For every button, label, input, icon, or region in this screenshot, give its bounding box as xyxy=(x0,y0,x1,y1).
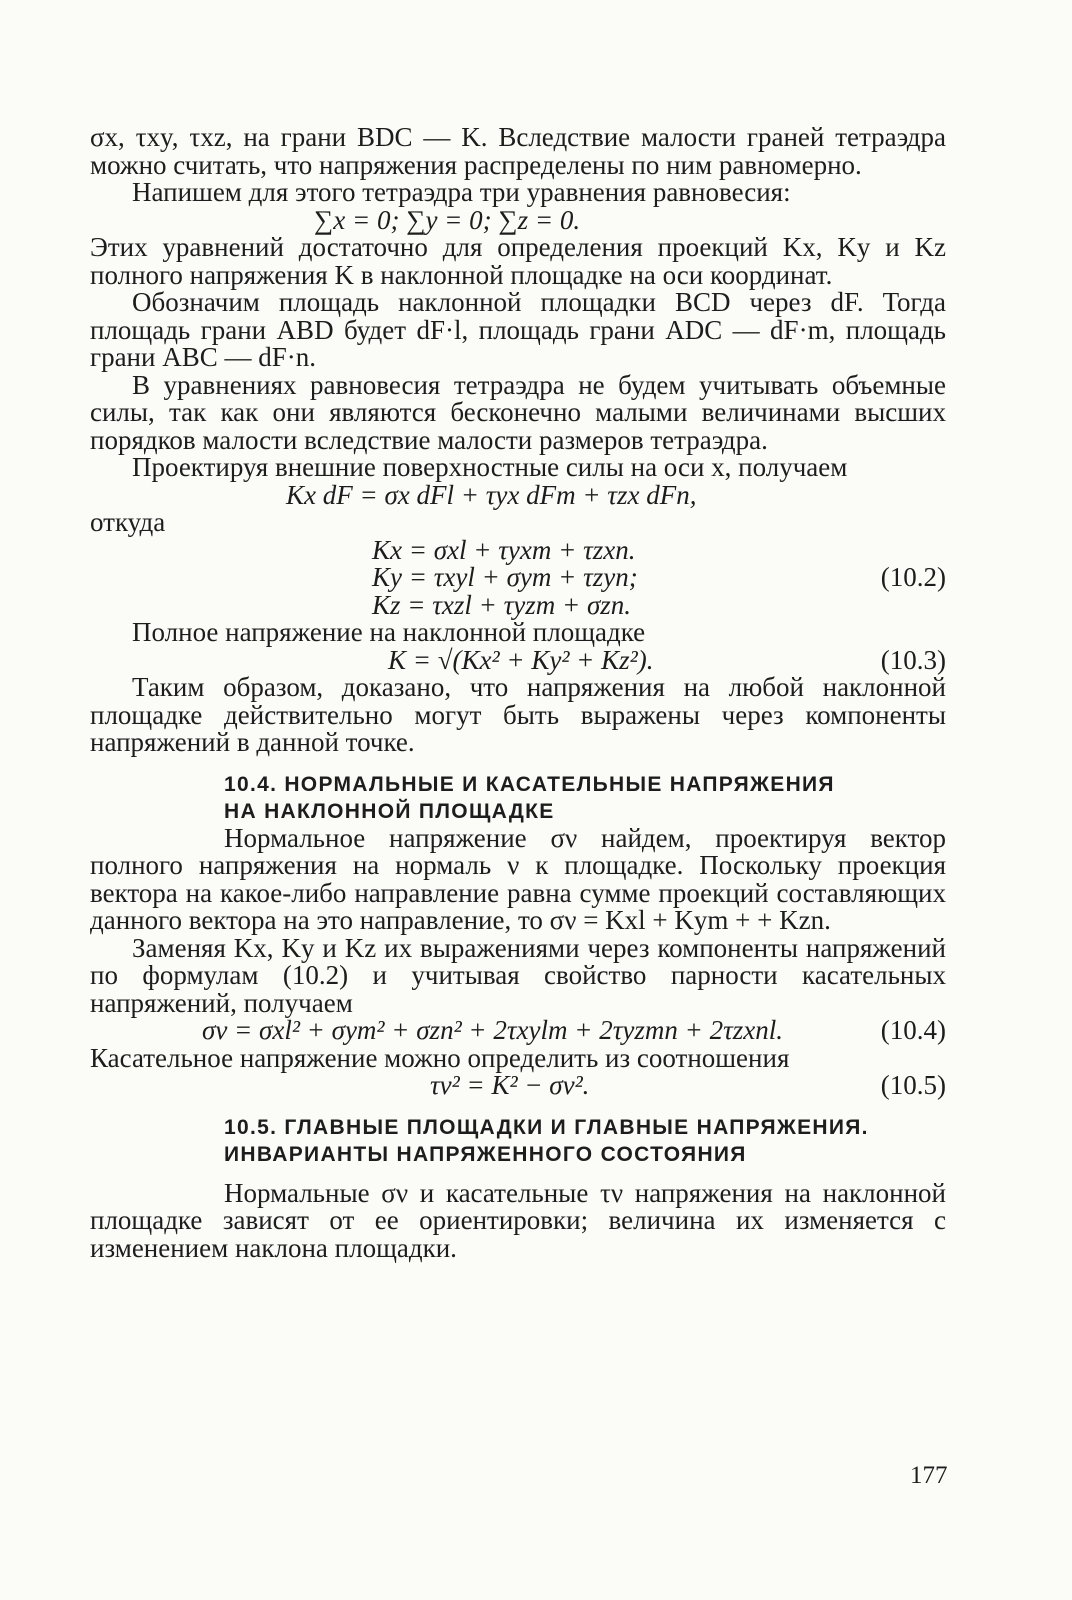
equation-normal-stress xyxy=(90,1017,946,1045)
equation-projection xyxy=(90,479,946,510)
equation-number-10-2: (10.2) xyxy=(880,562,946,592)
equation-sums-formula: ∑x = 0; ∑y = 0; ∑z = 0. xyxy=(314,204,581,235)
equation-ky xyxy=(90,564,946,592)
section-heading-10-4-line-2: НА НАКЛОННОЙ ПЛОЩАДКЕ xyxy=(224,799,555,823)
equation-number-10-3: (10.3) xyxy=(880,644,946,675)
section-heading-10-5-line-1: 10.5. ГЛАВНЫЕ ПЛОЩАДКИ И ГЛАВНЫЕ НАПРЯЖЕНИЯ. xyxy=(224,1115,869,1139)
paragraph-13: Нормальные σν и касательные τν напряжения на наклонной площадке зависят от ее ориентировки; величина их изменяется с изменением наклона площадки. xyxy=(90,1177,946,1263)
paragraph-8: Полное напряжение на наклонной площадке xyxy=(132,617,646,647)
page-text xyxy=(90,124,946,1262)
section-heading-10-5-line-2: ИНВАРИАНТЫ НАПРЯЖЕННОГО СОСТОЯНИЯ xyxy=(224,1142,747,1166)
page-number: 177 xyxy=(910,1462,948,1489)
paragraph-12: Касательное напряжение можно определить из соотношения xyxy=(90,1042,790,1073)
paragraph-5: В уравнениях равновесия тетраэдра не будем учитывать объемные силы, так как они являются бесконечно малыми величинами высших порядков малости вследствие малости размеров тетраэдра. xyxy=(90,369,946,455)
equation-full-stress xyxy=(90,644,946,675)
section-heading-10-4-line-1: 10.4. НОРМАЛЬНЫЕ И КАСАТЕЛЬНЫЕ НАПРЯЖЕНИЯ xyxy=(224,772,835,796)
equation-kz-formula: Kz = τxzl + τyzm + σzn. xyxy=(372,589,632,620)
paragraph-10: Нормальное напряжение σν найдем, проектируя вектор полного напряжения на нормаль ν к площадке. Поскольку проекция вектора на какое-либо направление равна сумме проекций составляющих данного вектора на это направление, то σν = Kxl + Kym + + Kzn. xyxy=(90,822,946,935)
paragraph-4: Обозначим площадь наклонной площадки BCD через dF. Тогда площадь грани ABD будет dF·l, площадь грани ADC — dF·m, площадь грани ABC — dF·n. xyxy=(90,287,946,372)
paragraph-2: Напишем для этого тетраэдра три уравнения равновесия: xyxy=(132,177,791,207)
paragraph-9: Таким образом, доказано, что напряжения на любой наклонной площадке действительно могут быть выражены через компоненты напряжений в данной точке. xyxy=(90,672,946,757)
paragraph-11: Заменяя Kx, Ky и Kz их выражениями через компоненты напряжений по формулам (10.2) и учитывая свойство парности касательных напряжений, получаем xyxy=(90,932,946,1018)
section-heading-10-5 xyxy=(224,1114,946,1168)
equation-normal-stress-formula: σν = σxl² + σym² + σzn² + 2τxylm + 2τyzmn + 2τzxnl. xyxy=(202,1015,784,1045)
paragraph-6: Проектируя внешние поверхностные силы на оси x, получаем xyxy=(132,452,848,482)
equation-full-stress-formula: K = √(Kx² + Ky² + Kz²). xyxy=(388,644,654,675)
paragraph-3: Этих уравнений достаточно для определения проекций Kx, Ky и Kz полного напряжения K в наклонной площадке на оси координат. xyxy=(90,232,946,290)
equation-ky-formula: Ky = τxyl + σym + τzyn; xyxy=(372,562,638,592)
equation-shear-stress xyxy=(90,1072,946,1100)
equation-kx xyxy=(90,534,946,565)
equation-shear-stress-formula: τν² = K² − σν². xyxy=(430,1070,590,1100)
equation-number-10-5: (10.5) xyxy=(880,1070,946,1100)
equation-sums xyxy=(90,204,946,235)
equation-kz xyxy=(90,589,946,620)
equation-projection-formula: Kx dF = σx dFl + τyx dFm + τzx dFn, xyxy=(286,479,697,510)
paragraph-1: σx, τxy, τxz, на грани BDC — K. Вследствие малости граней тетраэдра можно считать, что напряжения распределены по ним равномерно. xyxy=(90,122,946,180)
equation-kx-row xyxy=(90,509,946,537)
paragraph-7: откуда xyxy=(90,507,166,537)
section-heading-10-4 xyxy=(224,771,946,825)
equation-number-10-4: (10.4) xyxy=(880,1015,946,1045)
equation-kx-formula: Kx = σxl + τyxm + τzxn. xyxy=(372,534,636,565)
